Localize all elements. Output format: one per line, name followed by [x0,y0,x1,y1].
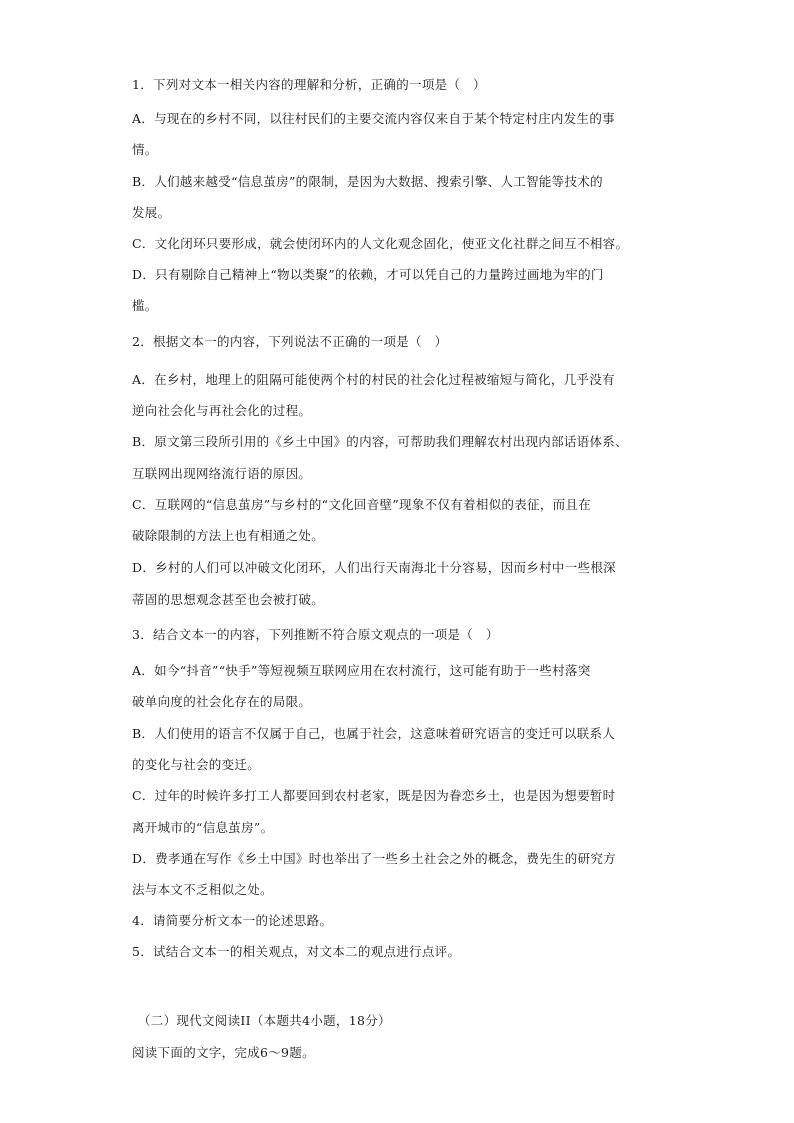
question-2-option-a-line-1: A．在乡村，地理上的阻隔可能使两个村的村民的社会化过程被缩短与简化，几乎没有 [132,372,615,387]
question-5: 5．试结合文本一的相关观点，对文本二的观点进行点评。 [132,944,461,959]
question-1-option-b-line-2: 发展。 [132,205,171,220]
question-3-option-c-line-1: C．过年的时候许多打工人都要回到农村老家，既是因为眷恋乡土，也是因为想要暂时 [132,788,616,803]
question-3-option-a-line-2: 破单向度的社会化存在的局限。 [132,694,312,709]
question-3-option-c-line-2: 离开城市的“信息茧房”。 [132,820,274,835]
question-2-option-a-line-2: 逆向社会化与再社会化的过程。 [132,403,312,418]
question-1-stem: 1．下列对文本一相关内容的理解和分析，正确的一项是（ ） [132,77,486,92]
question-1-option-c: C．文化闭环只要形成，就会使闭环内的人文化观念固化，使亚文化社群之间互不相容。 [132,236,629,251]
question-1-option-d-line-2: 槛。 [132,298,158,313]
question-3-option-b-line-2: 的变化与社会的变迁。 [132,757,261,772]
question-1-option-d-line-1: D．只有剔除自己精神上“物以类聚”的依赖，才可以凭自己的力量跨过画地为牢的门 [132,267,604,282]
question-2-option-d-line-2: 蒂固的思想观念甚至也会被打破。 [132,592,325,607]
question-2-option-c-line-1: C．互联网的“信息茧房”与乡村的“文化回音壁”现象不仅有着相似的表征，而且在 [132,497,592,512]
question-3-option-a-line-1: A．如今“抖音”“快手”等短视频互联网应用在农村流行，这可能有助于一些村落突 [132,663,591,678]
question-1-option-a-line-1: A．与现在的乡村不同，以往村民们的主要交流内容仅来自于某个特定村庄内发生的事 [132,111,615,126]
question-3-stem: 3．结合文本一的内容，下列推断不符合原文观点的一项是（ ） [132,627,499,642]
question-1-option-a-line-2: 情。 [132,142,158,157]
question-4: 4．请简要分析文本一的论述思路。 [132,913,333,928]
question-1-option-b-line-1: B．人们越来越受“信息茧房”的限制，是因为大数据、搜索引擎、人工智能等技术的 [132,174,603,189]
question-2-option-b-line-1: B．原文第三段所引用的《乡土中国》的内容，可帮助我们理解农村出现内部话语体系、 [132,434,628,449]
question-3-option-b-line-1: B．人们使用的语言不仅属于自己，也属于社会，这意味着研究语言的变迁可以联系人 [132,726,616,741]
reading-instruction: 阅读下面的文字，完成6～9题。 [132,1045,315,1060]
question-3-option-d-line-2: 法与本文不乏相似之处。 [132,882,273,897]
question-2-option-d-line-1: D．乡村的人们可以冲破文化闭环，人们出行天南海北十分容易，因而乡村中一些根深 [132,560,616,575]
question-2-option-b-line-2: 互联网出现网络流行语的原因。 [132,466,312,481]
question-2-option-c-line-2: 破除限制的方法上也有相通之处。 [132,528,325,543]
section-heading: （二）现代文阅读II（本题共4小题，18分） [138,1013,391,1028]
question-2-stem: 2．根据文本一的内容，下列说法不正确的一项是（ ） [132,334,448,349]
question-3-option-d-line-1: D．费孝通在写作《乡土中国》时也举出了一些乡土社会之外的概念，费先生的研究方 [132,851,616,866]
